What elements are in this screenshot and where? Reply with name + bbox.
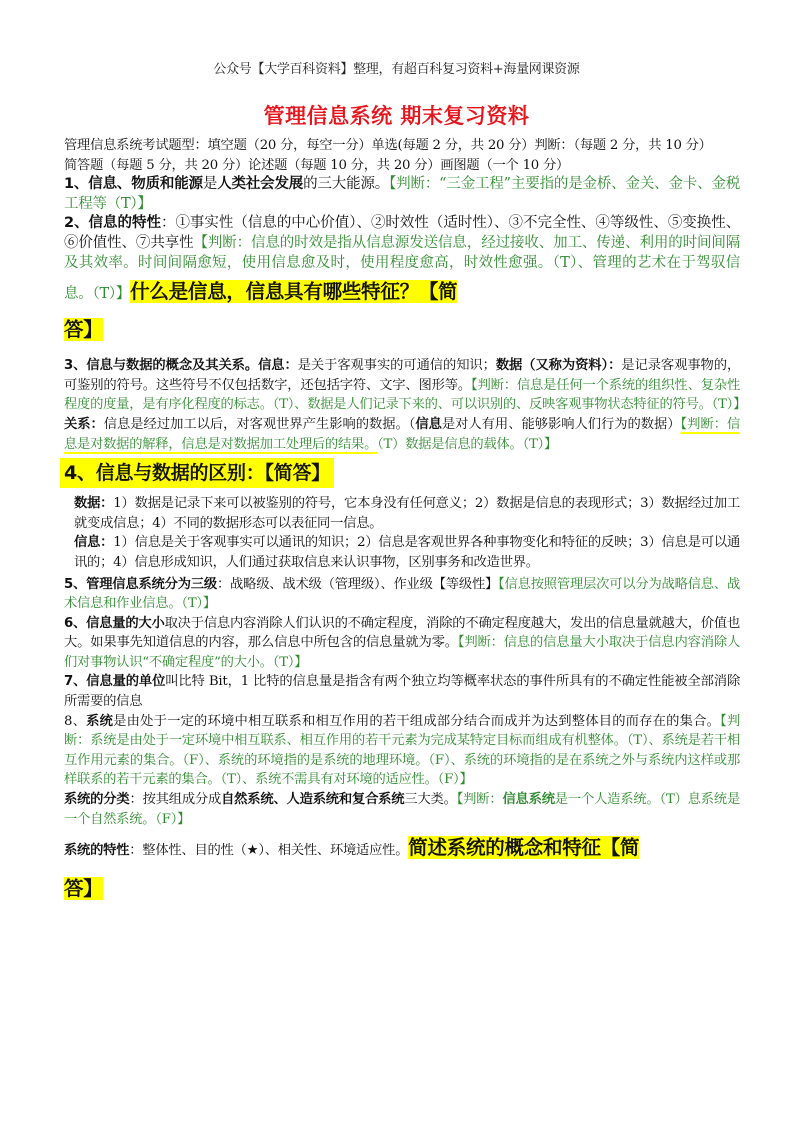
section-6 — [64, 614, 740, 673]
section-3 — [64, 356, 747, 454]
section-2-text: ①事实性（信息的中心价值）、②时效性（适时性）、③不完全性、④等级性、⑤变换性、⑥价值性、⑦共享性 — [64, 215, 740, 251]
section-1-text: 是 — [202, 176, 218, 193]
exam-format-line2: 简答题（每题 5 分，共 20 分）论述题（每题 10 分，共 20 分）画图题（一个 10 分） — [64, 157, 570, 173]
classification-text: 按其组成分成 — [142, 792, 222, 808]
classification-judgement-keyword: 信息系统 — [502, 792, 555, 808]
characteristics-question-tail — [64, 870, 740, 911]
classification-judgement: 【判断： — [456, 792, 503, 808]
section-8-keyword: 系统 — [86, 713, 114, 729]
section-8-text: 是由处于一定的环境中相互联系和相互作用的若干组成部分结合而成并为达到整体目的而存在的集合。 — [113, 713, 721, 729]
section-7-text: 叫比特 Bit，1 比特的信息量是指含有两个独立均等概率状态的事件所具有的不确定性能被全部消除所需要的信息 — [64, 674, 740, 710]
section-3-heading: 3、信息与数据的概念及其关系。 — [64, 358, 259, 374]
exam-format-line1: 管理信息系统考试题型：填空题（20 分，每空一分）单选(每题 2 分，共 20 分）判断：（每题 2 分，共 10 分） — [64, 138, 712, 153]
section-5-heading: 5、管理信息系统分为三级 — [64, 576, 217, 592]
colon: ： — [129, 843, 143, 859]
section-2-question-tail — [64, 311, 740, 352]
colon: ： — [129, 792, 143, 808]
section-2-judgement: 【判断：信息的时效是指从信息源发送信息，经过接收、加工、传递、利用的时间间隔及其效率。时间间隔愈短，使用信息愈及时，使用程度愈高，时效性愈强。（T）、管理的艺术在于驾驭信息。（T）】 — [64, 234, 741, 303]
colon: ： — [160, 215, 176, 232]
data-difference-text: 1）数据是记录下来可以被鉴别的符号，它本身没有任何意义；2）数据是信息的表现形式；3）数据经过加工就变成信息；4）不同的数据形态可以表征同一信息。 — [74, 496, 741, 531]
section-2-essay-question: 什么是信息，信息具有哪些特征？【简 — [130, 280, 458, 304]
classification-text-2: 三大类。 — [404, 792, 457, 808]
section-1-number: 1、 — [64, 176, 89, 193]
section-5-text: 战略级、战术级（管理级）、作业级【等级性】 — [230, 576, 499, 592]
section-1-keyword: 信息、物质和能源 — [88, 176, 203, 193]
section-6-judgement: 【判断：信息的信息量大小取决于信息内容消除人们对事物认识“不确定程度”的大小。（T）】 — [64, 635, 741, 670]
characteristics-label: 系统的特性 — [64, 843, 130, 859]
star-icon: ★ — [246, 843, 259, 859]
section-4-heading: 4、信息与数据的区别：【简答】 — [60, 458, 334, 488]
section-2-heading: 2、信息的特性 — [64, 215, 161, 232]
section-2 — [64, 214, 740, 311]
section-1-text-2: 的三大能源。 — [303, 176, 390, 193]
data-label: 数据（又称为资料）： — [495, 358, 622, 374]
relation-label: 关系： — [64, 416, 104, 432]
data-definition: 是记录客观事物的，可鉴别的符号。这些符号不仅包括数字，还包括字符、文字、图形等。 — [64, 358, 741, 393]
section-6-heading: 6、信息量的大小 — [64, 615, 165, 631]
characteristics-text-2: ）、相关性、环境适应性。 — [258, 843, 409, 859]
info-definition: 是关于客观事实的可通信的知识； — [297, 358, 496, 374]
section-8-number: 8、 — [64, 713, 87, 729]
section-7 — [64, 672, 740, 711]
section-1 — [64, 175, 740, 214]
section-5-judgement: 【信息按照管理层次可以分为战略信息、战术信息和作业信息。（T）】 — [64, 576, 740, 612]
section-3-judgement-1: 【判断：信息是任何一个系统的组织性、复杂性程度的度量，是有序化程度的标志。（T）、数据是人们记录下来的、可以识别的、反映客观事物状态特征的符号。（T）】 — [64, 377, 747, 413]
section-8 — [64, 712, 740, 790]
section-7-heading: 7、信息量的单位 — [64, 674, 166, 690]
relation-text-2: 是对人有用、能够影响人们行为的数据） — [441, 416, 681, 432]
section-3-judgement-3: （T）数据是信息的载体。（T）】 — [377, 436, 558, 452]
section-5 — [64, 575, 740, 614]
info-label: 信息： — [74, 535, 114, 551]
section-1-keyword-2: 人类社会发展 — [217, 176, 304, 193]
document-body — [64, 136, 747, 911]
characteristics-essay-question-end: 答】 — [64, 877, 103, 901]
relation-keyword: 信息 — [415, 416, 442, 432]
section-4-data — [64, 494, 740, 533]
characteristics-essay-question: 简述系统的概念和特征【简 — [408, 836, 640, 860]
data-label: 数据： — [74, 496, 114, 512]
section-1-judgement: 【判断：“三金工程”主要指的是金桥、金关、金卡、金税工程等（T）】 — [64, 176, 741, 212]
section-4-info — [64, 533, 740, 572]
info-difference-text: 1）信息是关于客观事实可以通讯的知识；2）信息是客观世界各种事物变化和特征的反映；3）信息是可以通讯的；4）信息形成知识，人们通过获取信息来认识事物，区别事务和改造世界。 — [74, 535, 741, 570]
section-2-essay-question-end: 答】 — [64, 318, 103, 342]
characteristics-text: 整体性、目的性（ — [142, 843, 247, 859]
relation-text: 信息是经过加工以后，对客观世界产生影响的数据。（ — [103, 416, 416, 432]
header-note: 公众号【大学百科资料】整理，有超百科复习资料+海量网课资源 — [213, 62, 580, 77]
section-6-text: 取决于信息内容消除人们认识的不确定程度，消除的不确定程度越大，发出的信息量就越大，价值也大。如果事先知道信息的内容，那么信息中所包含的信息量就为零。 — [64, 615, 740, 651]
classification-label: 系统的分类 — [64, 792, 130, 808]
system-characteristics — [64, 829, 740, 870]
info-label: 信息： — [258, 358, 298, 374]
system-classification — [64, 790, 740, 829]
colon: ： — [216, 576, 231, 592]
exam-format — [64, 136, 740, 175]
section-8-judgement: 【判断：系统是由处于一定环境中相互联系、相互作用的若干元素为完成某特定目标而组成有机整体。（T）、系统是若干相互作用元素的集合。（F）、系统的环境指的是系统的地理环境。（F）、系统的环境指的是在系统之外与系统内这样或那样联系的若干元素的集合。（T）、系统不需具有对环境的适应性。（F）】 — [64, 713, 740, 788]
document-title: 管理信息系统 期末复习资料 — [263, 104, 530, 128]
classification-judgement-2: 是一个人造系统。（T）息系统是一个自然系统。（F）】 — [64, 792, 741, 827]
classification-keyword: 自然系统、人造系统和复合系统 — [221, 792, 405, 808]
section-3-judgement-2: 【判断：信息是对数据的解释，信息是对数据加工处理后的结果。 — [64, 416, 740, 452]
